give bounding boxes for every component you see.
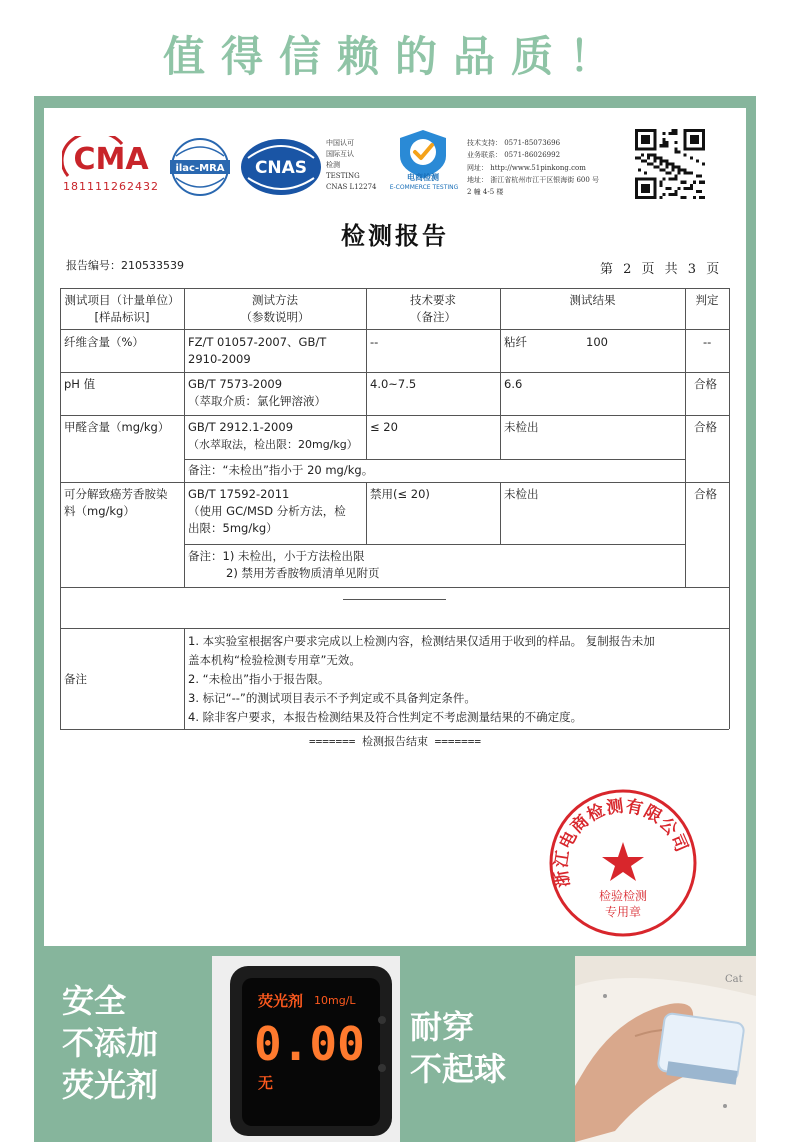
feature-durable: 耐穿 不起球 <box>410 1008 507 1088</box>
ecommerce-testing-en: E-COMMERCE TESTING <box>389 184 459 191</box>
banner-title: 值得信赖的品质！ <box>162 32 627 81</box>
official-stamp <box>548 788 698 938</box>
ilac-mra-logo <box>166 136 234 198</box>
ecommerce-testing-cn: 电商检测 <box>407 173 439 182</box>
qr-code[interactable] <box>632 126 708 202</box>
header-verdict: 判定 <box>695 293 719 307</box>
cnas-logo <box>240 136 322 198</box>
cma-text: CMA <box>73 142 149 177</box>
contact-address: 地址： 浙江省杭州市江干区银海街 600 号 <box>467 175 600 184</box>
contact-tech: 技术支持： 0571-85073696 <box>467 139 561 147</box>
row-fiber-result-name: 粘纤 <box>504 335 527 349</box>
row-formaldehyde-result: 未检出 <box>504 420 539 434</box>
page-indicator: 第 2 页 共 3 页 <box>600 262 723 277</box>
row-formaldehyde-verdict: 合格 <box>694 420 717 434</box>
contact-website[interactable]: 网址： http://www.51pinkong.com <box>467 163 586 172</box>
document-title: 检测报告 <box>341 221 449 250</box>
row-amine-note: 备注：1) 未检出，小于方法检出限 2) 禁用芳香胺物质清单见附页 <box>188 549 380 580</box>
row-amine-method: GB/T 17592-2011 （使用 GC/MSD 分析方法，检 出限：5mg/kg） <box>188 487 346 535</box>
meter-unit: 10mg/L <box>314 994 356 1007</box>
meter-value: 0.00 <box>254 1017 365 1071</box>
fabric-label: Cat <box>725 974 743 985</box>
row-formaldehyde-note: 备注：“未检出”指小于 20 mg/kg。 <box>188 463 374 477</box>
row-fiber-requirement: -- <box>370 335 379 349</box>
meter-status: 无 <box>258 1074 274 1092</box>
header-test-item: 测试项目（计量单位） [样品标识] <box>64 293 180 324</box>
stamp-ring-text: 浙江电商检测有限公司 <box>551 796 692 889</box>
top-banner <box>0 0 790 96</box>
meter-label: 荧光剂 <box>258 992 304 1010</box>
row-amine-item: 可分解致癌芳香胺染 料（mg/kg） <box>64 487 168 518</box>
cnas-text: CNAS <box>254 158 308 178</box>
remarks-label: 备注 <box>64 672 87 686</box>
row-ph-verdict: 合格 <box>694 377 717 391</box>
row-formaldehyde-item: 甲醛含量（mg/kg） <box>64 420 170 434</box>
cnas-accreditation-text: 中国认可 国际互认 检测 TESTING CNAS L12274 <box>326 139 377 191</box>
stamp-center-2: 专用章 <box>604 905 642 919</box>
row-ph-requirement: 4.0~7.5 <box>370 377 417 391</box>
feature-no-fluorescent: 安全 不添加 荧光剂 <box>62 982 159 1104</box>
row-formaldehyde-requirement: ≤ 20 <box>370 420 398 434</box>
row-fiber-item: 纤维含量（%） <box>64 335 144 349</box>
report-end-line: ======= 检测报告结束 ======= <box>309 735 481 748</box>
row-amine-result: 未检出 <box>504 487 539 501</box>
row-fiber-method: FZ/T 01057-2007、GB/T 2910-2009 <box>188 335 327 366</box>
header-test-method: 测试方法 （参数说明） <box>240 293 310 324</box>
cma-number: 181111262432 <box>63 180 159 193</box>
header-requirement: 技术要求 （备注） <box>410 293 456 324</box>
row-ph-method: GB/T 7573-2009 （萃取介质：氯化钾溶液） <box>188 377 326 408</box>
row-amine-requirement: 禁用(≤ 20) <box>370 487 430 501</box>
fabric-pilling-photo <box>575 956 756 1142</box>
row-amine-verdict: 合格 <box>694 487 717 501</box>
row-fiber-verdict: -- <box>703 335 712 349</box>
header-result: 测试结果 <box>569 293 616 307</box>
ilac-text: ilac-MRA <box>175 163 225 174</box>
row-ph-item: pH 值 <box>64 377 96 391</box>
fluorescent-meter-photo <box>212 956 400 1142</box>
contact-business: 业务联系： 0571-86026992 <box>467 151 561 160</box>
contact-address-2: 2 幢 4-5 楼 <box>467 188 504 197</box>
stamp-center-1: 检验检测 <box>598 889 648 903</box>
row-fiber-result-value: 100 <box>586 335 608 349</box>
report-number: 报告编号：210533539 <box>66 259 184 272</box>
row-formaldehyde-method: GB/T 2912.1-2009 （水萃取法，检出限：20mg/kg） <box>188 420 358 451</box>
contact-info <box>467 137 627 198</box>
row-ph-result: 6.6 <box>504 377 523 391</box>
remarks-list: 1. 本实验室根据客户要求完成以上检测内容，检测结果仅适用于收到的样品。 复制报告未加 盖本机构“检验检测专用章”无效。 2. “未检出”指小于报告限。 3. 标记“--”的测试项目表示不予判定或不具备判定条件。 4. 除非客户要求，本报告检测结果及符合性判定不考虑测量结果的不确定度。 <box>188 634 655 724</box>
